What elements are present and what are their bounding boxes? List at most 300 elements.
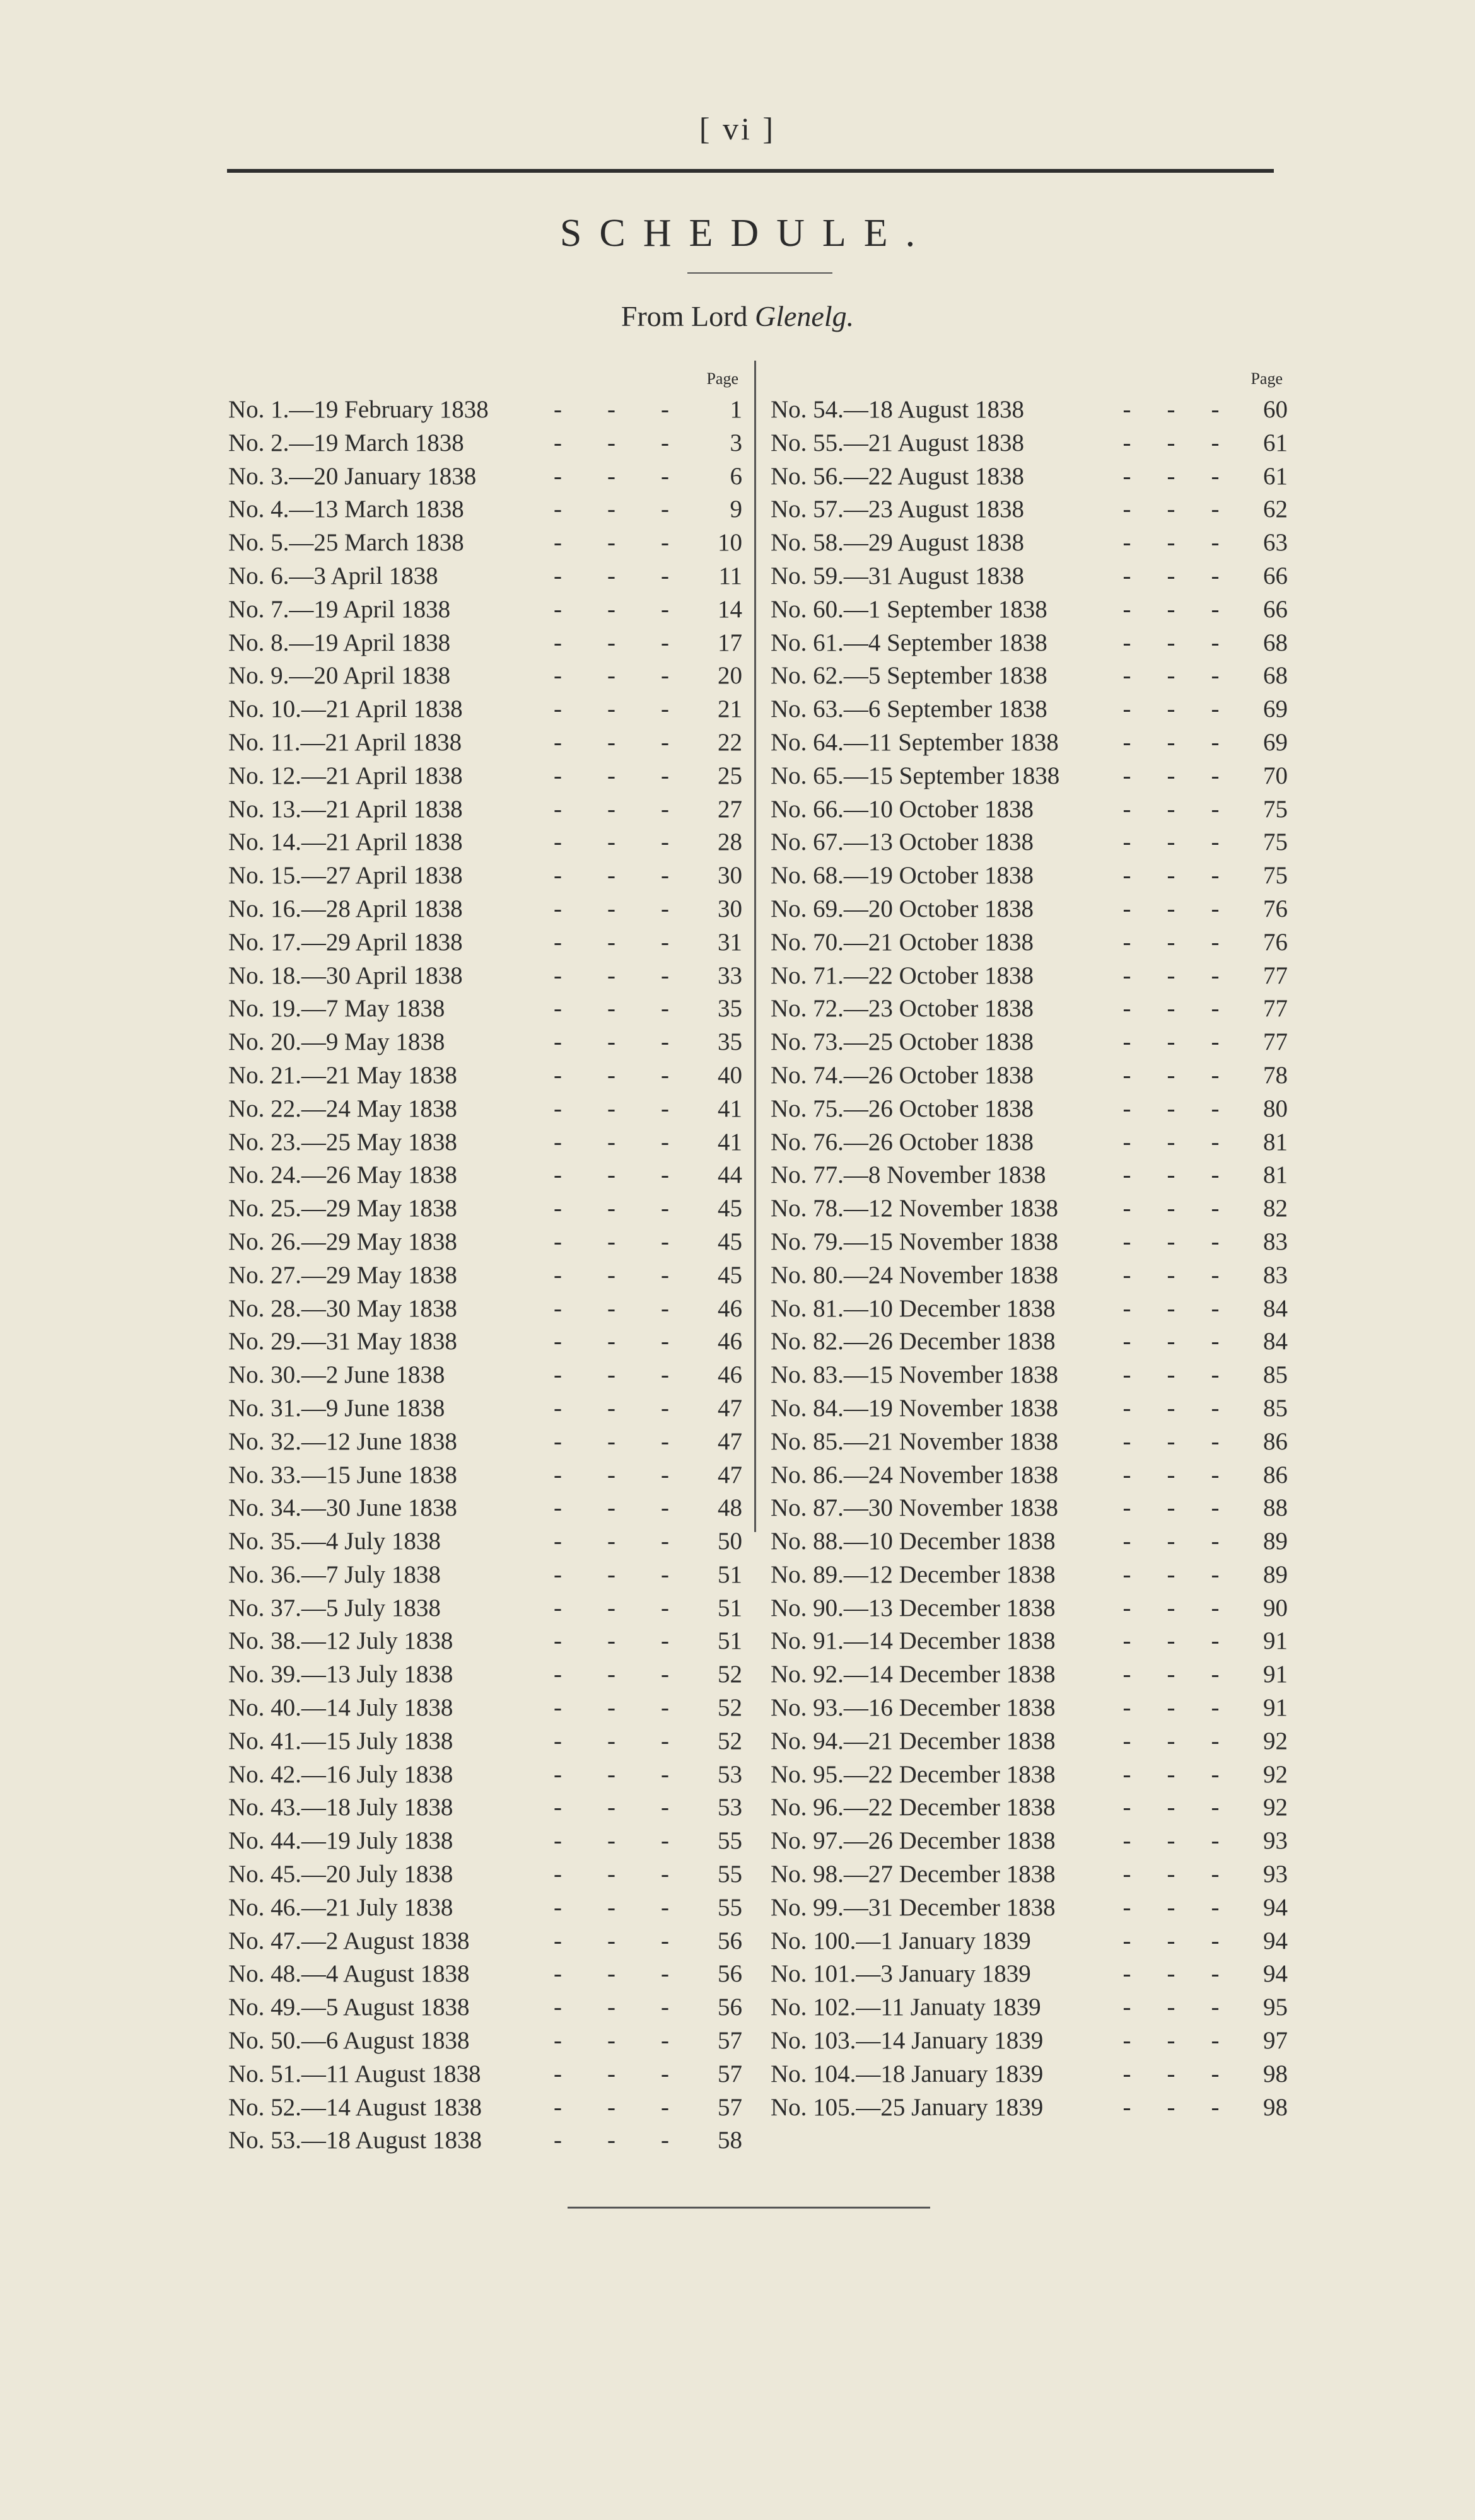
dot-leader: [1099, 1093, 1244, 1126]
leader-dash: -: [661, 662, 669, 690]
schedule-entry: No. 54.—18 August 1838: [771, 396, 1024, 423]
schedule-row: [771, 760, 1288, 793]
leader-dash: -: [607, 595, 615, 623]
schedule-row: [771, 1692, 1288, 1725]
page-reference: 81: [1263, 1128, 1288, 1156]
schedule-entry: No. 73.—25 October 1838: [771, 1028, 1034, 1056]
page-reference: 68: [1263, 629, 1288, 656]
leader-dash: -: [607, 1494, 615, 1522]
schedule-row: [228, 1925, 742, 1958]
leader-dash: -: [1211, 662, 1220, 690]
leader-dash: -: [1122, 1461, 1131, 1489]
schedule-entry: No. 80.—24 November 1838: [771, 1261, 1059, 1289]
leader-dash: -: [607, 895, 615, 922]
page-reference: 68: [1263, 662, 1288, 690]
dot-leader: [1099, 1725, 1244, 1758]
schedule-row: [771, 1392, 1288, 1425]
schedule-title: SCHEDULE.: [559, 212, 933, 255]
leader-dash: -: [554, 1893, 562, 1921]
leader-dash: -: [1122, 1727, 1131, 1755]
leader-dash: -: [1211, 995, 1220, 1023]
page-reference: 55: [718, 1861, 742, 1888]
page-reference: 41: [718, 1128, 742, 1156]
dot-leader: [1099, 1825, 1244, 1858]
schedule-entry: No. 39.—13 July 1838: [228, 1661, 453, 1688]
schedule-entry: No. 50.—6 August 1838: [228, 2027, 470, 2055]
leader-dash: -: [1122, 795, 1131, 823]
leader-dash: -: [607, 1294, 615, 1322]
schedule-entry: No. 93.—16 December 1838: [771, 1694, 1056, 1722]
dot-leader: [1099, 627, 1244, 660]
page-reference: 45: [718, 1261, 742, 1289]
leader-dash: -: [607, 1028, 615, 1056]
dot-leader: [525, 1159, 698, 1192]
title-rule: [687, 272, 832, 274]
schedule-row: [228, 1525, 742, 1559]
page-reference: 70: [1263, 762, 1288, 789]
leader-dash: -: [1122, 995, 1131, 1023]
leader-dash: -: [607, 1960, 615, 1988]
page-reference: 25: [718, 762, 742, 789]
leader-dash: -: [661, 1827, 669, 1855]
schedule-entry: No. 42.—16 July 1838: [228, 1760, 453, 1788]
page-reference: 66: [1263, 562, 1288, 589]
dot-leader: [1099, 1658, 1244, 1692]
dot-leader: [525, 460, 698, 494]
leader-dash: -: [554, 1661, 562, 1688]
schedule-entry: No. 31.—9 June 1838: [228, 1394, 445, 1422]
leader-dash: -: [1167, 1494, 1175, 1522]
dot-leader: [1099, 526, 1244, 560]
leader-dash: -: [1122, 1661, 1131, 1688]
schedule-row: [771, 526, 1288, 560]
schedule-row: [771, 992, 1288, 1026]
dot-leader: [1099, 493, 1244, 526]
leader-dash: -: [1167, 1128, 1175, 1156]
page-reference: 45: [718, 1228, 742, 1255]
leader-dash: -: [1167, 795, 1175, 823]
leader-dash: -: [1167, 1560, 1175, 1588]
schedule-row: [228, 1991, 742, 2024]
page-reference: 77: [1263, 1028, 1288, 1056]
schedule-row: [228, 1858, 742, 1891]
leader-dash: -: [1167, 728, 1175, 756]
schedule-row: [228, 693, 742, 726]
leader-dash: -: [1211, 1361, 1220, 1389]
dot-leader: [1099, 560, 1244, 593]
leader-dash: -: [1122, 1361, 1131, 1389]
schedule-entry: No. 63.—6 September 1838: [771, 695, 1047, 723]
page-reference: 91: [1263, 1694, 1288, 1722]
leader-dash: -: [607, 1627, 615, 1655]
leader-dash: -: [554, 961, 562, 989]
page-reference: 77: [1263, 961, 1288, 989]
leader-dash: -: [554, 1161, 562, 1189]
leader-dash: -: [1211, 1594, 1220, 1622]
leader-dash: -: [1122, 2060, 1131, 2087]
leader-dash: -: [607, 2027, 615, 2055]
page-reference: 77: [1263, 995, 1288, 1023]
leader-dash: -: [1122, 1394, 1131, 1422]
schedule-row: [228, 1758, 742, 1792]
leader-dash: -: [1167, 928, 1175, 956]
schedule-row: [771, 1359, 1288, 1392]
leader-dash: -: [554, 1061, 562, 1089]
leader-dash: -: [661, 1994, 669, 2021]
leader-dash: -: [1211, 1893, 1220, 1921]
page-reference: 9: [730, 496, 742, 523]
dot-leader: [525, 1325, 698, 1359]
leader-dash: -: [1211, 895, 1220, 922]
schedule-row: [771, 1925, 1288, 1958]
leader-dash: -: [1122, 662, 1131, 690]
leader-dash: -: [1211, 1394, 1220, 1422]
schedule-entry: No. 58.—29 August 1838: [771, 529, 1024, 557]
dot-leader: [1099, 2091, 1244, 2125]
leader-dash: -: [607, 462, 615, 490]
leader-dash: -: [661, 862, 669, 890]
leader-dash: -: [661, 928, 669, 956]
leader-dash: -: [607, 1661, 615, 1688]
leader-dash: -: [1211, 1528, 1220, 1555]
leader-dash: -: [607, 429, 615, 456]
schedule-row: [228, 1559, 742, 1592]
leader-dash: -: [1211, 1294, 1220, 1322]
schedule-entry: No. 15.—27 April 1838: [228, 862, 463, 890]
schedule-entry: No. 62.—5 September 1838: [771, 662, 1047, 690]
schedule-entry: No. 52.—14 August 1838: [228, 2093, 482, 2121]
schedule-entry: No. 8.—19 April 1838: [228, 629, 451, 656]
leader-dash: -: [1122, 762, 1131, 789]
schedule-row: [228, 2124, 742, 2157]
schedule-entry: No. 92.—14 December 1838: [771, 1661, 1056, 1688]
leader-dash: -: [1122, 1294, 1131, 1322]
page-reference: 75: [1263, 795, 1288, 823]
leader-dash: -: [1211, 1095, 1220, 1122]
leader-dash: -: [554, 928, 562, 956]
dot-leader: [525, 1292, 698, 1326]
dot-leader: [1099, 826, 1244, 859]
leader-dash: -: [607, 1994, 615, 2021]
leader-dash: -: [1167, 1794, 1175, 1821]
page-reference: 1: [730, 396, 742, 423]
right-entries: [771, 393, 1288, 2124]
dot-leader: [525, 1492, 698, 1525]
schedule-entry: No. 56.—22 August 1838: [771, 462, 1024, 490]
schedule-row: [228, 2024, 742, 2058]
leader-dash: -: [554, 762, 562, 789]
leader-dash: -: [661, 961, 669, 989]
leader-dash: -: [1167, 1061, 1175, 1089]
leader-dash: -: [1167, 961, 1175, 989]
page-reference: 53: [718, 1794, 742, 1821]
dot-leader: [525, 593, 698, 627]
page-reference: 86: [1263, 1427, 1288, 1455]
schedule-entry: No. 30.—2 June 1838: [228, 1361, 445, 1389]
page-reference: 95: [1263, 1994, 1288, 2021]
leader-dash: -: [607, 695, 615, 723]
page-reference: 46: [718, 1361, 742, 1389]
leader-dash: -: [1122, 462, 1131, 490]
schedule-entry: No. 1.—19 February 1838: [228, 396, 489, 423]
schedule-row: [771, 627, 1288, 660]
schedule-row: [228, 1658, 742, 1692]
schedule-row: [771, 1292, 1288, 1326]
subtitle-name: Glenelg.: [754, 300, 854, 332]
leader-dash: -: [661, 529, 669, 557]
dot-leader: [525, 1758, 698, 1792]
leader-dash: -: [1211, 529, 1220, 557]
schedule-entry: No. 71.—22 October 1838: [771, 961, 1034, 989]
schedule-entry: No. 87.—30 November 1838: [771, 1494, 1059, 1522]
leader-dash: -: [661, 1594, 669, 1622]
subtitle: [0, 299, 1475, 333]
page-reference: 61: [1263, 462, 1288, 490]
dot-leader: [525, 1459, 698, 1492]
leader-dash: -: [607, 1461, 615, 1489]
page-reference: 58: [718, 2127, 742, 2154]
leader-dash: -: [661, 1028, 669, 1056]
schedule-entry: No. 100.—1 January 1839: [771, 1927, 1031, 1954]
dot-leader: [525, 1059, 698, 1093]
leader-dash: -: [1122, 828, 1131, 856]
schedule-entry: No. 83.—15 November 1838: [771, 1361, 1059, 1389]
page-reference: 35: [718, 995, 742, 1023]
leader-dash: -: [607, 762, 615, 789]
schedule-entry: No. 48.—4 August 1838: [228, 1960, 470, 1988]
page-reference: 94: [1263, 1960, 1288, 1988]
page-reference: 21: [718, 695, 742, 723]
leader-dash: -: [554, 795, 562, 823]
page-reference: 81: [1263, 1161, 1288, 1189]
schedule-entry: No. 27.—29 May 1838: [228, 1261, 457, 1289]
leader-dash: -: [661, 1328, 669, 1356]
leader-dash: -: [607, 1328, 615, 1356]
leader-dash: -: [1122, 695, 1131, 723]
dot-leader: [525, 826, 698, 859]
left-entries: [228, 393, 742, 2157]
leader-dash: -: [1211, 1228, 1220, 1255]
dot-leader: [525, 1392, 698, 1425]
page-reference: 51: [718, 1594, 742, 1622]
leader-dash: -: [607, 1927, 615, 1954]
dot-leader: [525, 393, 698, 427]
dot-leader: [1099, 1192, 1244, 1226]
schedule-entry: No. 3.—20 January 1838: [228, 462, 477, 490]
schedule-row: [771, 1658, 1288, 1692]
dot-leader: [1099, 460, 1244, 494]
schedule-row: [771, 726, 1288, 760]
dot-leader: [525, 1559, 698, 1592]
schedule-entry: No. 86.—24 November 1838: [771, 1461, 1059, 1489]
leader-dash: -: [661, 1361, 669, 1389]
leader-dash: -: [1122, 1028, 1131, 1056]
dot-leader: [525, 1126, 698, 1159]
schedule-row: [228, 859, 742, 893]
page-column-header: Page: [1251, 369, 1283, 388]
schedule-entry: No. 72.—23 October 1838: [771, 995, 1034, 1023]
leader-dash: -: [661, 1461, 669, 1489]
leader-dash: -: [607, 529, 615, 557]
leader-dash: -: [661, 2093, 669, 2121]
page-reference: 56: [718, 1994, 742, 2021]
leader-dash: -: [1122, 1228, 1131, 1255]
schedule-entry: No. 61.—4 September 1838: [771, 629, 1047, 656]
dot-leader: [1099, 793, 1244, 827]
dot-leader: [525, 1359, 698, 1392]
schedule-row: [771, 1592, 1288, 1625]
dot-leader: [525, 560, 698, 593]
schedule-entry: No. 45.—20 July 1838: [228, 1861, 453, 1888]
page-reference: 83: [1263, 1228, 1288, 1255]
dot-leader: [525, 1692, 698, 1725]
schedule-entry: No. 105.—25 January 1839: [771, 2093, 1044, 2121]
leader-dash: -: [1122, 1794, 1131, 1821]
schedule-row: [228, 960, 742, 993]
page-reference: 93: [1263, 1861, 1288, 1888]
leader-dash: -: [1211, 1760, 1220, 1788]
leader-dash: -: [661, 1195, 669, 1222]
schedule-row: [771, 1825, 1288, 1858]
leader-dash: -: [1167, 862, 1175, 890]
page-reference: 55: [718, 1827, 742, 1855]
page-reference: 47: [718, 1427, 742, 1455]
schedule-entry: No. 98.—27 December 1838: [771, 1861, 1056, 1888]
leader-dash: -: [554, 1028, 562, 1056]
dot-leader: [1099, 1592, 1244, 1625]
schedule-row: [228, 760, 742, 793]
schedule-row: [228, 2091, 742, 2125]
schedule-row: [771, 893, 1288, 926]
schedule-row: [771, 659, 1288, 693]
dot-leader: [525, 526, 698, 560]
page-reference: 17: [718, 629, 742, 656]
schedule-entry: No. 29.—31 May 1838: [228, 1328, 457, 1356]
leader-dash: -: [1167, 662, 1175, 690]
leader-dash: -: [1211, 961, 1220, 989]
leader-dash: -: [661, 795, 669, 823]
schedule-row: [228, 1891, 742, 1925]
page-reference: 84: [1263, 1328, 1288, 1356]
leader-dash: -: [1211, 828, 1220, 856]
schedule-entry: No. 79.—15 November 1838: [771, 1228, 1059, 1255]
page-reference: 92: [1263, 1760, 1288, 1788]
leader-dash: -: [607, 1361, 615, 1389]
leader-dash: -: [1211, 1261, 1220, 1289]
page-reference: 89: [1263, 1560, 1288, 1588]
schedule-row: [771, 1791, 1288, 1825]
page-number: [ vi ]: [699, 111, 776, 146]
page-reference: 85: [1263, 1394, 1288, 1422]
schedule-row: [771, 1026, 1288, 1059]
dot-leader: [1099, 1991, 1244, 2024]
leader-dash: -: [607, 1594, 615, 1622]
leader-dash: -: [1122, 562, 1131, 589]
schedule-entry: No. 46.—21 July 1838: [228, 1893, 453, 1921]
leader-dash: -: [554, 1461, 562, 1489]
page-reference: 52: [718, 1661, 742, 1688]
leader-dash: -: [607, 961, 615, 989]
leader-dash: -: [607, 1727, 615, 1755]
leader-dash: -: [1122, 496, 1131, 523]
leader-dash: -: [661, 2060, 669, 2087]
schedule-row: [228, 726, 742, 760]
leader-dash: -: [1167, 1361, 1175, 1389]
leader-dash: -: [661, 1560, 669, 1588]
page-reference: 45: [718, 1195, 742, 1222]
leader-dash: -: [661, 1261, 669, 1289]
leader-dash: -: [1211, 1494, 1220, 1522]
page-reference: 10: [718, 529, 742, 557]
leader-dash: -: [1167, 1960, 1175, 1988]
leader-dash: -: [554, 1361, 562, 1389]
leader-dash: -: [607, 1228, 615, 1255]
page-reference: 90: [1263, 1594, 1288, 1622]
leader-dash: -: [1122, 928, 1131, 956]
schedule-entry: No. 84.—19 November 1838: [771, 1394, 1059, 1422]
schedule-entry: No. 82.—26 December 1838: [771, 1328, 1056, 1356]
schedule-row: [771, 1958, 1288, 1991]
page-reference: 41: [718, 1095, 742, 1122]
leader-dash: -: [1167, 1827, 1175, 1855]
schedule-row: [771, 560, 1288, 593]
leader-dash: -: [661, 1927, 669, 1954]
dot-leader: [1099, 2058, 1244, 2091]
leader-dash: -: [1167, 1627, 1175, 1655]
schedule-entry: No. 25.—29 May 1838: [228, 1195, 457, 1222]
schedule-entry: No. 49.—5 August 1838: [228, 1994, 470, 2021]
leader-dash: -: [1211, 1694, 1220, 1722]
schedule-entry: No. 23.—25 May 1838: [228, 1128, 457, 1156]
schedule-row: [771, 1126, 1288, 1159]
leader-dash: -: [1122, 728, 1131, 756]
page-reference: 53: [718, 1760, 742, 1788]
leader-dash: -: [1211, 1427, 1220, 1455]
dot-leader: [525, 1658, 698, 1692]
leader-dash: -: [661, 828, 669, 856]
schedule-entry: No. 40.—14 July 1838: [228, 1694, 453, 1722]
leader-dash: -: [1211, 1195, 1220, 1222]
dot-leader: [525, 2024, 698, 2058]
dot-leader: [1099, 659, 1244, 693]
leader-dash: -: [554, 1960, 562, 1988]
dot-leader: [1099, 427, 1244, 460]
schedule-row: [228, 1692, 742, 1725]
leader-dash: -: [1167, 762, 1175, 789]
dot-leader: [1099, 1692, 1244, 1725]
schedule-entry: No. 75.—26 October 1838: [771, 1095, 1034, 1122]
leader-dash: -: [607, 828, 615, 856]
subtitle-prefix: From Lord: [621, 300, 748, 332]
dot-leader: [525, 1958, 698, 1991]
schedule-entry: No. 10.—21 April 1838: [228, 695, 463, 723]
schedule-row: [771, 1059, 1288, 1093]
dot-leader: [525, 1226, 698, 1259]
leader-dash: -: [661, 1861, 669, 1888]
leader-dash: -: [1211, 2027, 1220, 2055]
leader-dash: -: [1167, 595, 1175, 623]
schedule-entry: No. 57.—23 August 1838: [771, 496, 1024, 523]
leader-dash: -: [1122, 1694, 1131, 1722]
leader-dash: -: [1211, 595, 1220, 623]
leader-dash: -: [554, 1228, 562, 1255]
schedule-row: [228, 1625, 742, 1658]
dot-leader: [525, 659, 698, 693]
page-reference: 92: [1263, 1727, 1288, 1755]
page-reference: 33: [718, 961, 742, 989]
page-reference: 76: [1263, 928, 1288, 956]
schedule-row: [228, 1492, 742, 1525]
